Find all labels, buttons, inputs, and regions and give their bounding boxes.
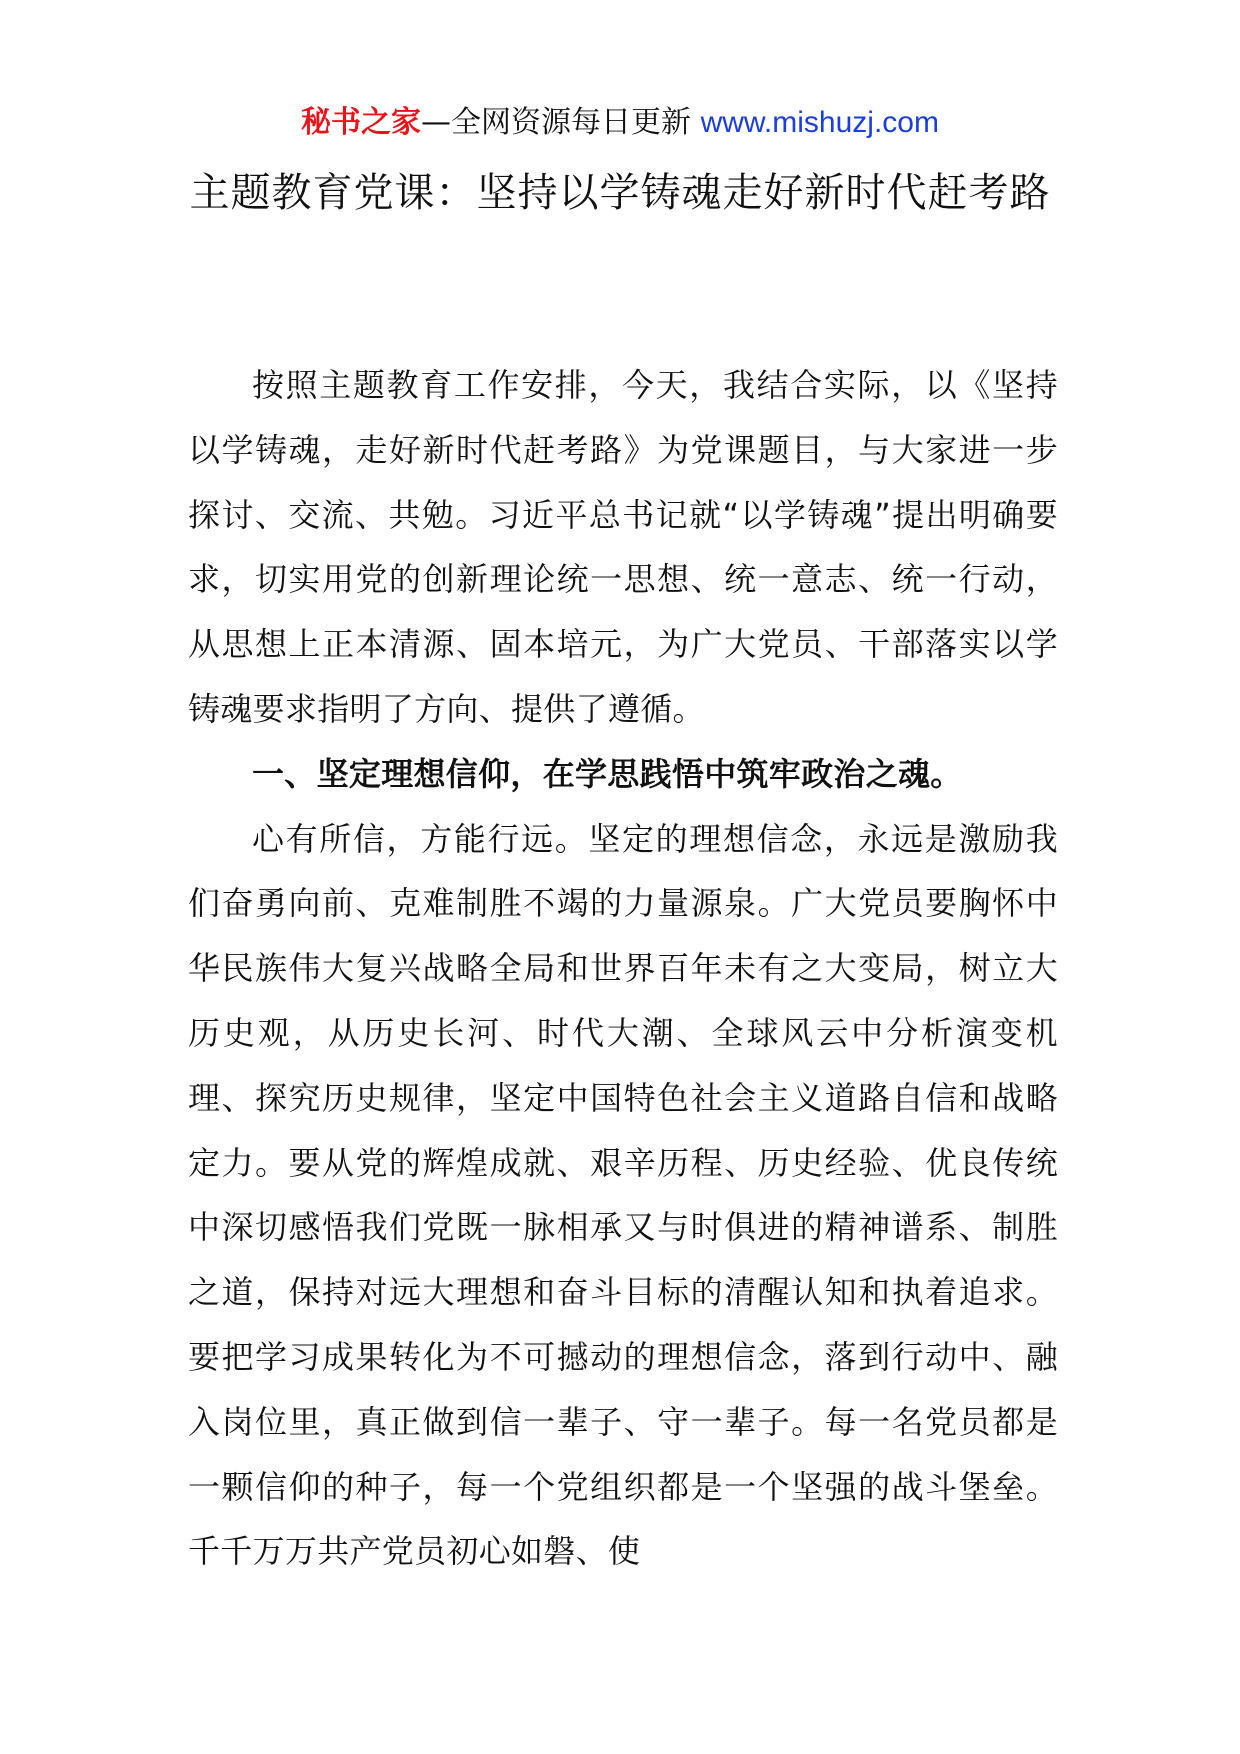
- watermark-header: [0, 100, 1240, 146]
- document-body: [188, 353, 1058, 1584]
- site-link[interactable]: www.mishuzj.com: [700, 106, 939, 139]
- document-title: 主题教育党课：坚持以学铸魂走好新时代赶考路: [189, 170, 1051, 216]
- brand-name: 秘书之家: [301, 105, 422, 140]
- body-paragraph: 心有所信，方能行远。坚定的理想信念，永远是激励我们奋勇向前、克难制胜不竭的力量源泉。广大党员要胸怀中华民族伟大复兴战略全局和世界百年未有之大变局，树立大历史观，从历史长河、时代大潮、全球风云中分析演变机理、探究历史规律，坚定中国特色社会主义道路自信和战略定力。要从党的辉煌成就、艰辛历程、历史经验、优良传统中深切感悟我们党既一脉相承又与时俱进的精神谱系、制胜之道，保持对远大理想和奋斗目标的清醒认知和执着追求。要把学习成果转化为不可撼动的理想信念，落到行动中、融入岗位里，真正做到信一辈子、守一辈子。每一名党员都是一颗信仰的种子，每一个党组织都是一个坚强的战斗堡垒。千千万万共产党员初心如磐、使: [188, 819, 1058, 1571]
- header-slogan: —全网资源每日更新: [421, 105, 701, 140]
- intro-paragraph: 按照主题教育工作安排，今天，我结合实际，以《坚持以学铸魂，走好新时代赶考路》为党课题目，与大家进一步探讨、交流、共勉。习近平总书记就“以学铸魂”提出明确要求，切实用党的创新理论统一思想、统一意志、统一行动，从思想上正本清源、固本培元，为广大党员、干部落实以学铸魂要求指明了方向、提供了遵循。: [188, 366, 1058, 728]
- section-heading: 一、坚定理想信仰，在学思践悟中筑牢政治之魂。: [252, 754, 963, 793]
